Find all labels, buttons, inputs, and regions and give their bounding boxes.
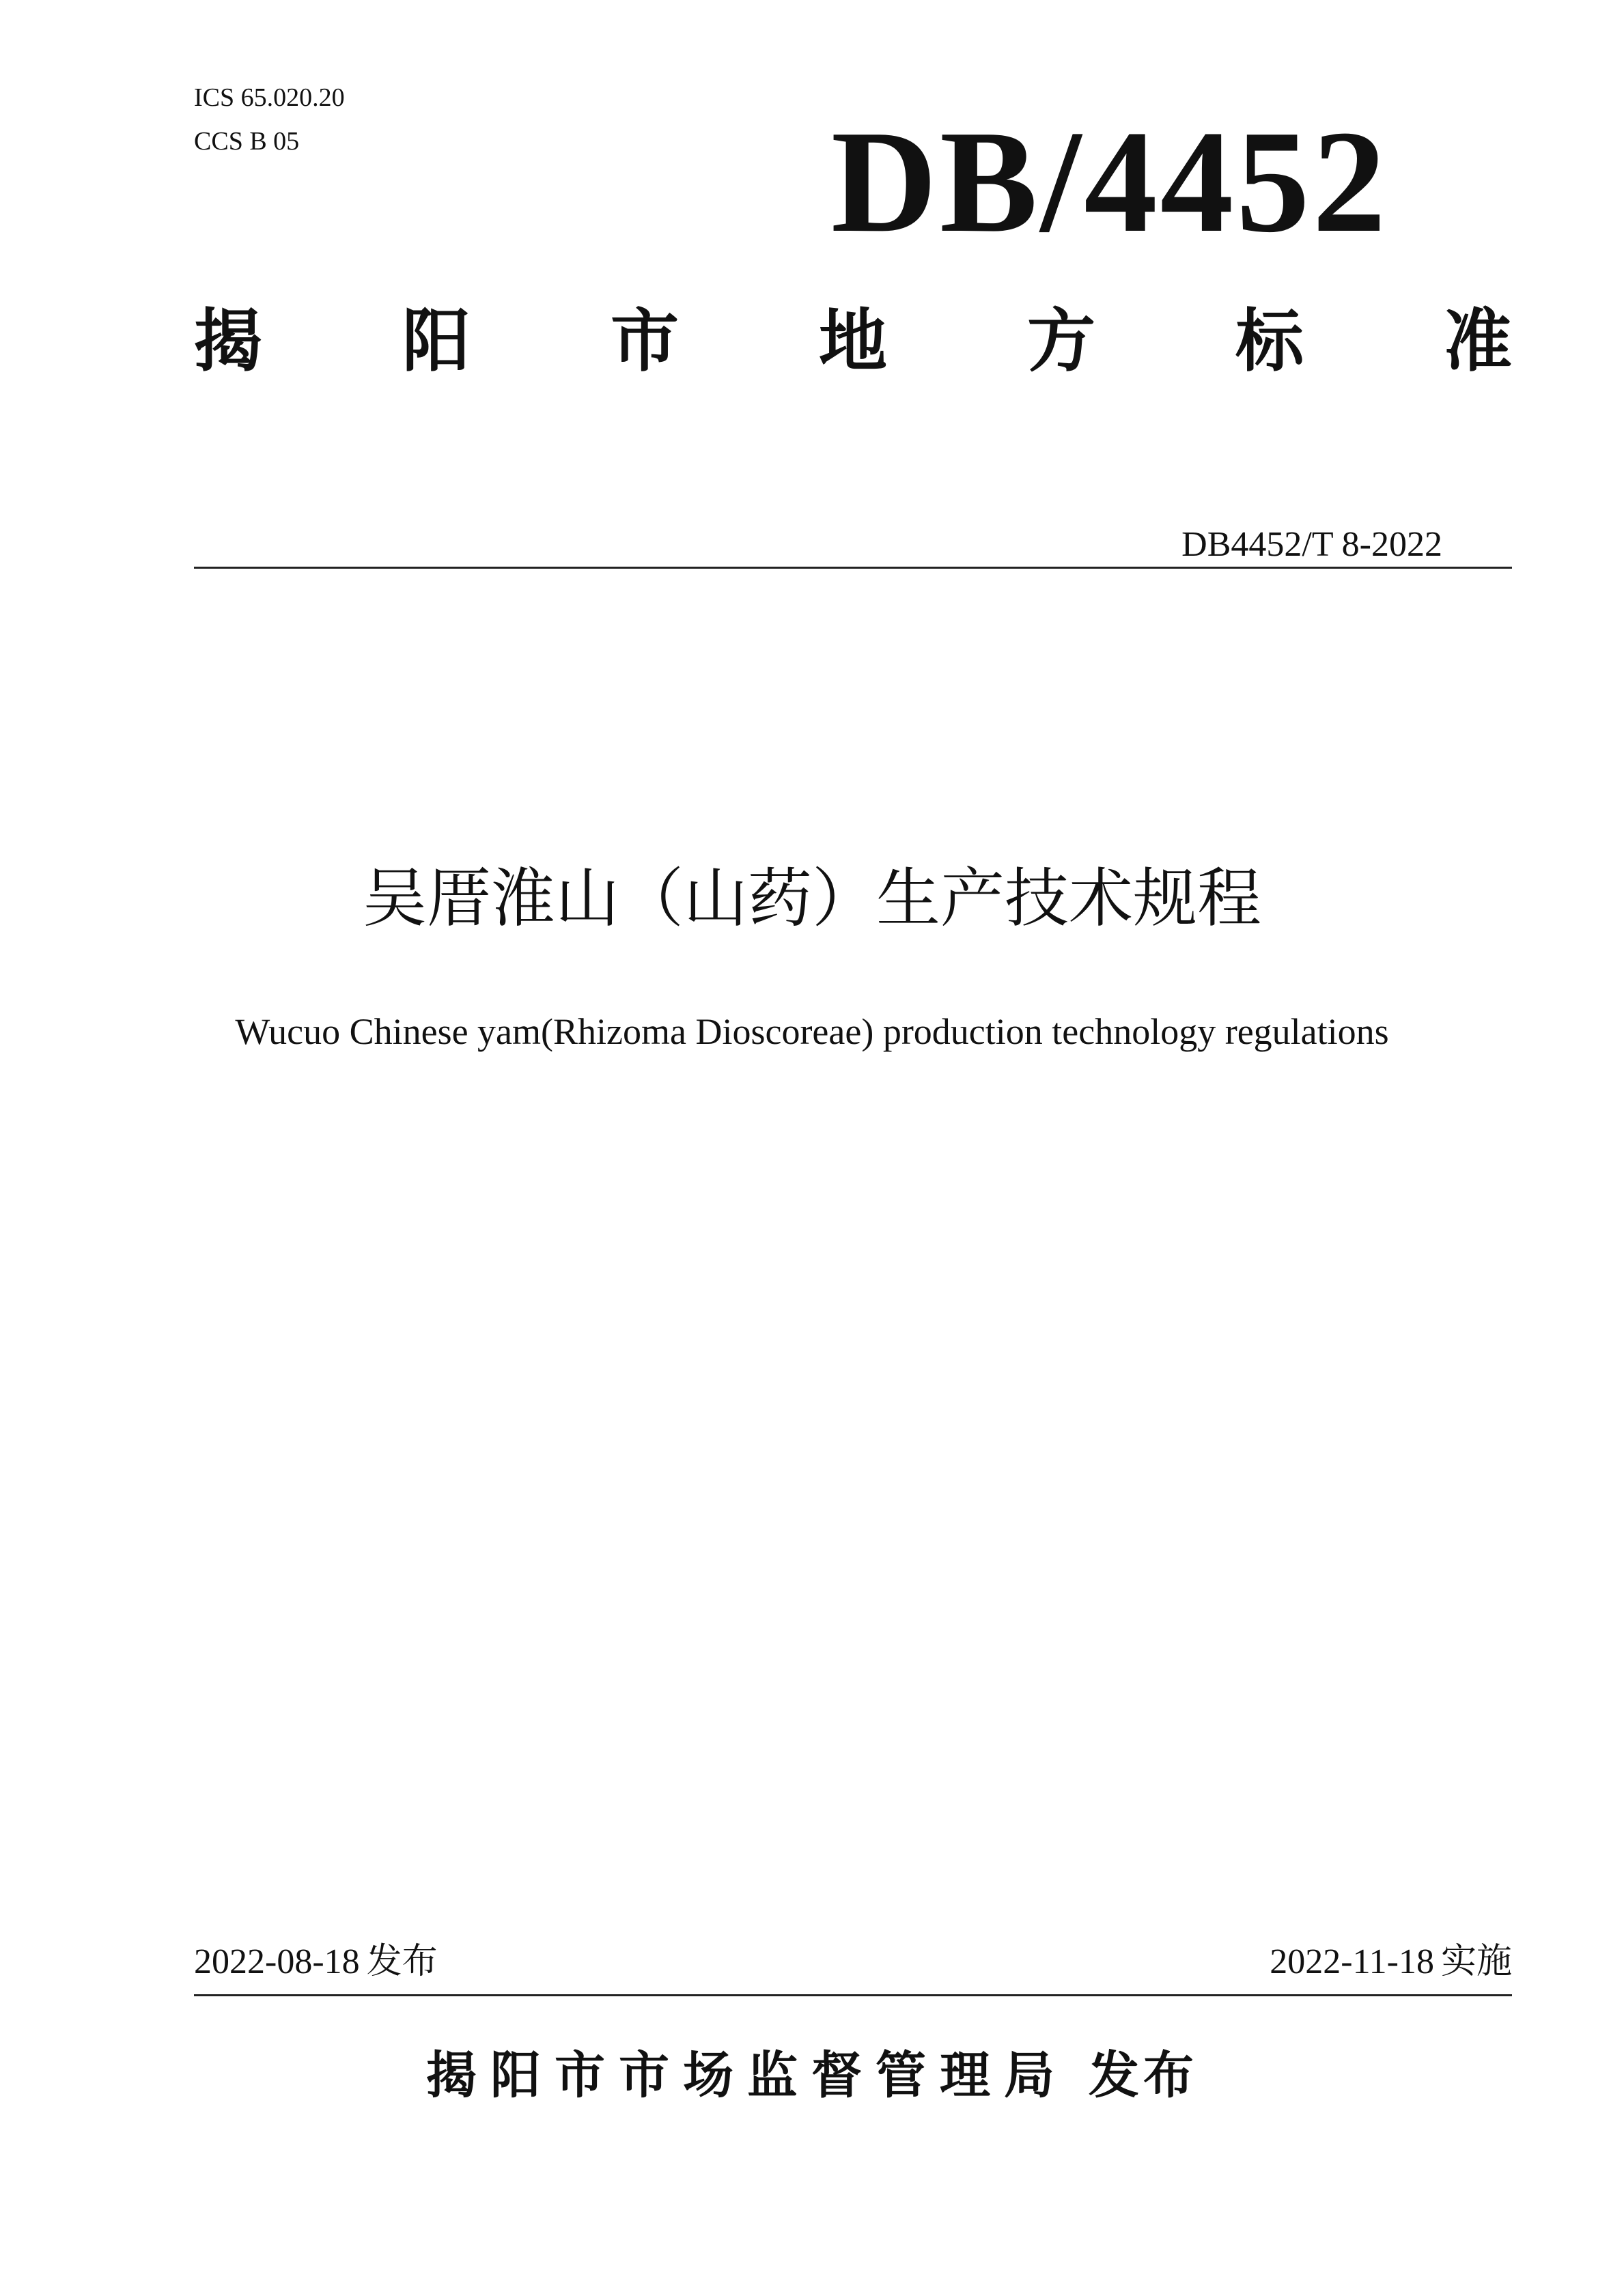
document-title-english: Wucuo Chinese yam(Rhizoma Dioscoreae) production technology regulations [235, 1011, 1389, 1052]
issuer-organization: 揭阳市市场监督管理局 [426, 2046, 1068, 2105]
effective-label: 实施 [1440, 1941, 1512, 1982]
standard-type-char: 准 [1444, 301, 1512, 381]
standard-number: DB4452/T 8-2022 [1181, 525, 1442, 564]
ccs-code: CCS B 05 [194, 127, 300, 156]
publish-date: 2022-08-18 [194, 1942, 360, 1981]
issuer-action: 发布 [1089, 2046, 1198, 2105]
standard-type-heading [194, 300, 1512, 382]
bottom-divider [194, 1994, 1512, 1996]
issuing-authority [0, 2048, 1624, 2103]
publish-date-line [194, 1942, 438, 1981]
standard-type-char: 揭 [194, 301, 262, 381]
ics-code: ICS 65.020.20 [194, 83, 345, 112]
effective-date: 2022-11-18 [1270, 1942, 1434, 1981]
standard-type-char: 方 [1027, 301, 1095, 381]
standard-type-char: 地 [819, 301, 887, 381]
standard-type-char: 标 [1235, 301, 1304, 381]
standard-type-char: 市 [611, 301, 679, 381]
publish-label: 发布 [366, 1941, 438, 1982]
document-title-chinese: 吴厝淮山（山药）生产技术规程 [362, 862, 1261, 936]
effective-date-line [1270, 1942, 1512, 1981]
db-standard-code: DB/4452 [830, 100, 1389, 263]
standard-type-char: 阳 [402, 301, 471, 381]
top-divider [194, 567, 1512, 569]
